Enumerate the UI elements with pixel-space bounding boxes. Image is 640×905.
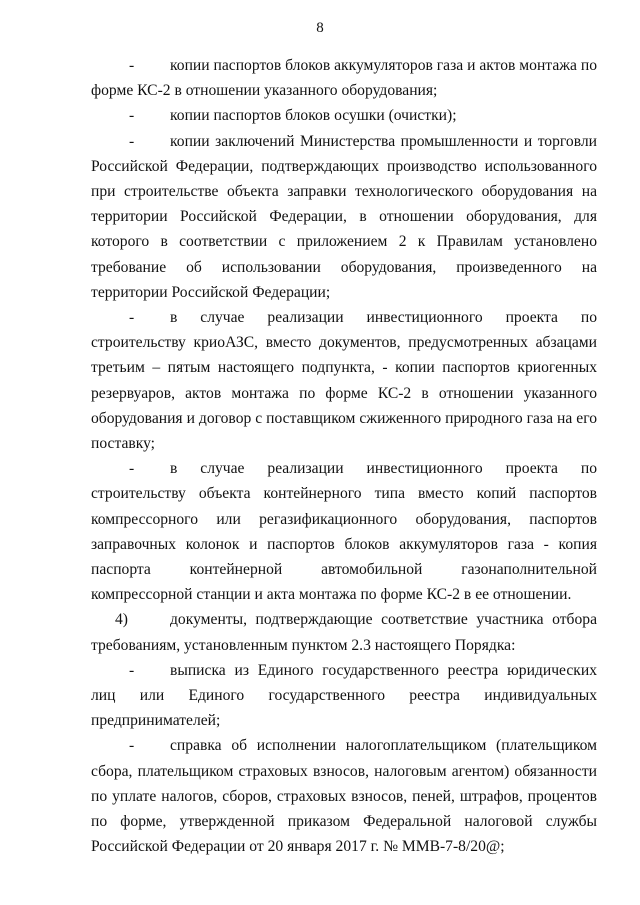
list-item	[91, 733, 597, 859]
list-marker: -	[129, 661, 135, 679]
list-marker: -	[129, 737, 135, 755]
list-marker: -	[129, 309, 135, 327]
list-item	[91, 53, 597, 103]
list-item	[91, 658, 597, 734]
paragraph-text: копии паспортов блоков аккумуляторов газа и актов монтажа по форме КС-2 в отношении указанного оборудования;	[91, 57, 597, 100]
paragraph-text: справка об исполнении налогоплательщиком (плательщиком сбора, плательщиком страховых взносов, налоговым агентом) обязанности по уплате налогов, сборов, страховых взносов, пеней, штрафов, процентов по форме, утвержденной приказом Федеральной налоговой службы Российской Федерации от 20 января 2017 г. № ММВ-7-8/20@;	[91, 737, 597, 856]
paragraph-text: копии заключений Министерства промышленности и торговли Российской Федерации, подтверждающих производство использованного при строительстве объекта заправки технологического оборудования на территории Российской Федерации, в отношении оборудования, для которого в соответствии с приложением 2 к Правилам установлено требование об использовании оборудования, произведенного на территории Российской Федерации;	[91, 132, 597, 301]
document-body	[91, 53, 597, 860]
paragraph-text: выписка из Единого государственного реестра юридических лиц или Единого государственного реестра индивидуальных предпринимателей;	[91, 661, 597, 730]
numbered-item	[91, 607, 597, 657]
paragraph-text: в случае реализации инвестиционного проекта по строительству криоАЗС, вместо документов, предусмотренных абзацами третьим – пятым настоящего подпункта, - копии паспортов криогенных резервуаров, актов монтажа по форме КС-2 в отношении указанного оборудования и договор с поставщиком сжиженного природного газа на его поставку;	[91, 309, 597, 453]
list-item	[91, 103, 597, 128]
list-marker: -	[129, 460, 135, 478]
list-marker: -	[129, 132, 135, 150]
paragraph-text: в случае реализации инвестиционного проекта по строительству объекта контейнерного типа вместо копий паспортов компрессорного или регазификационного оборудования, паспортов заправочных колонок и паспортов блоков аккумуляторов газа - копия паспорта контейнерной автомобильной газонаполнительной компрессорной станции и акта монтажа по форме КС-2 в ее отношении.	[91, 460, 597, 604]
list-marker: -	[129, 107, 135, 125]
list-item	[91, 129, 597, 305]
page-number: 8	[316, 20, 324, 36]
list-item	[91, 305, 597, 456]
list-marker: -	[129, 57, 135, 74]
list-item	[91, 456, 597, 607]
list-number: 4)	[115, 611, 128, 629]
paragraph-text: документы, подтверждающие соответствие участника отбора требованиям, установленным пунктом 2.3 настоящего Порядка:	[91, 611, 597, 654]
paragraph-text: копии паспортов блоков осушки (очистки);	[170, 107, 457, 125]
